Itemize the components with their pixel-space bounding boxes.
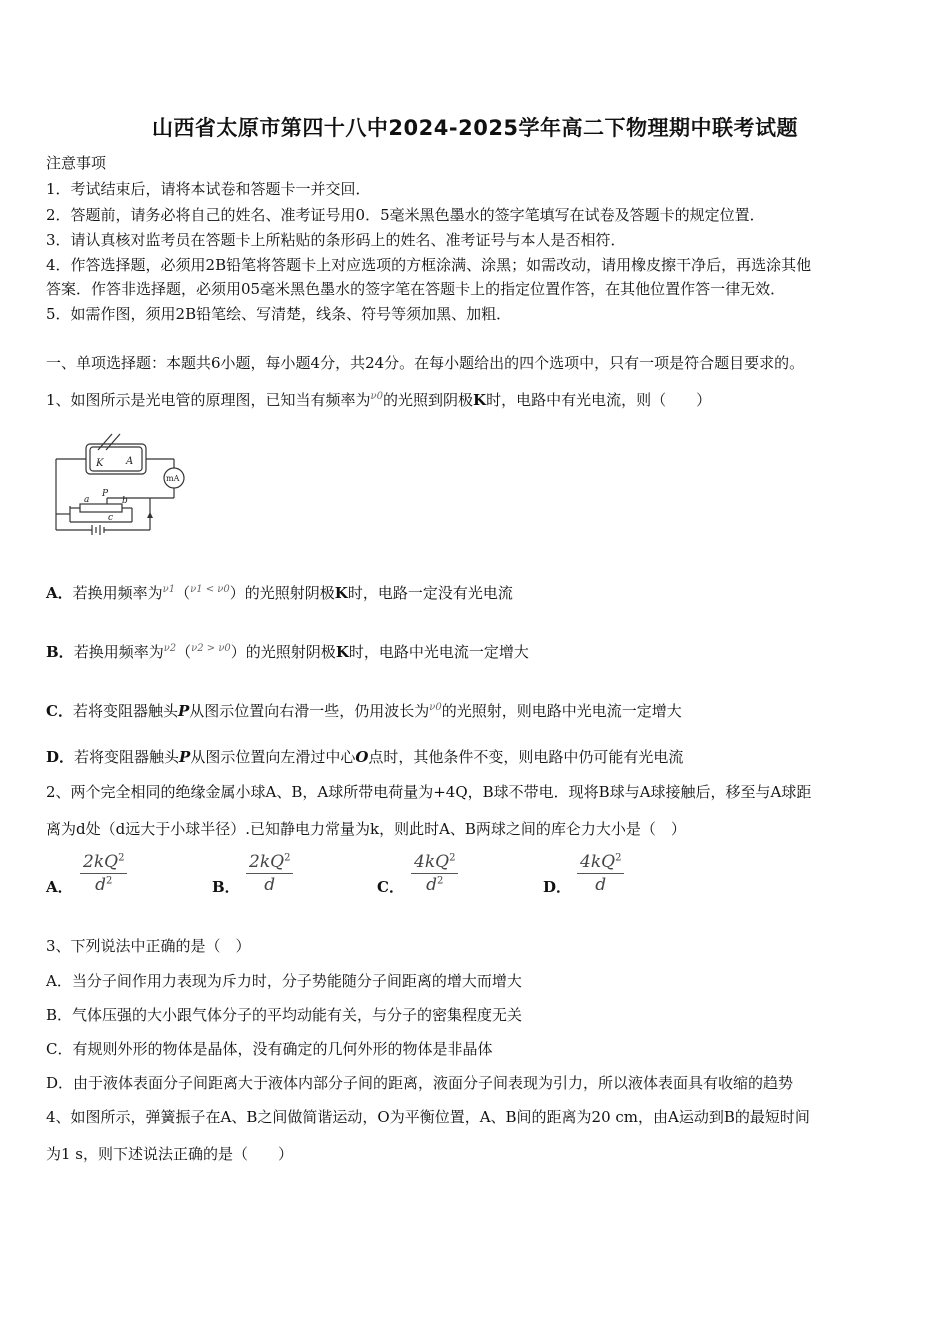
label-K: K xyxy=(96,458,104,469)
question-4-stem-line1: 4、如图所示，弹簧振子在A、B之间做简谐运动，O为平衡位置，A、B间的距离为20 cm，由A运动到B的最短时间 xyxy=(46,1108,810,1126)
question-1-stem: 1、如图所示是光电管的原理图，已知当有频率为$^{\nu 0}$的光照到阴极K时，电路中有光电流，则（ ） xyxy=(46,391,712,409)
label-c: c xyxy=(108,513,114,523)
notice-item: 4．作答选择题，必须用2B铅笔将答题卡上对应选项的方框涂满、涂黑；如需改动，请用橡皮擦干净后，再选涂其他 xyxy=(46,256,812,274)
question-3-option-c: C．有规则外形的物体是晶体，没有确定的几何外形的物体是非晶体 xyxy=(46,1040,493,1058)
question-4-stem-line2: 为1 s，则下述说法正确的是（ ） xyxy=(46,1145,294,1163)
notice-heading: 注意事项 xyxy=(46,154,107,172)
label-a: a xyxy=(84,495,90,505)
notice-item: 5．如需作图，须用2B铅笔绘、写清楚，线条、符号等须加黑、加粗． xyxy=(46,305,512,323)
label-b: b xyxy=(122,496,128,506)
notice-item: 2．答题前，请务必将自己的姓名、准考证号用0．5毫米黑色墨水的签字笔填写在试卷及答题卡的规定位置． xyxy=(46,206,765,224)
question-1-option-c: C．若将变阻器触头P从图示位置向右滑一些，仍用波长为$^{\nu 0}$的光照射，则电路中光电流一定增大 xyxy=(46,702,682,720)
question-1-option-d: D．若将变阻器触头P从图示位置向左滑过中心O点时，其他条件不变，则电路中仍可能有光电流 xyxy=(46,748,684,766)
label-A: A xyxy=(126,456,134,467)
page-title: 山西省太原市第四十八中2024-2025学年高二下物理期中联考试题 xyxy=(151,116,799,140)
question-3-option-d: D．由于液体表面分子间距离大于液体内部分子间的距离，液面分子间表现为引力，所以液体表面具有收缩的趋势 xyxy=(46,1074,794,1092)
phototube-circuit-diagram xyxy=(52,430,192,542)
question-3-option-a: A．当分子间作用力表现为斥力时，分子势能随分子间距离的增大而增大 xyxy=(46,972,522,990)
question-1-option-a: A．若换用频率为$^{\nu 1}$（$^{\nu 1 < \nu 0}$）的光照射阴极K时，电路一定没有光电流 xyxy=(46,584,513,602)
section-heading: 一、单项选择题：本题共6小题，每小题4分，共24分。在每小题给出的四个选项中，只有一项是符合题目要求的。 xyxy=(46,354,805,372)
question-3-stem: 3、下列说法中正确的是（ ） xyxy=(46,937,251,955)
notice-item: 答案．作答非选择题，必须用05毫米黑色墨水的签字笔在答题卡上的指定位置作答，在其他位置作答一律无效． xyxy=(46,280,786,298)
label-P: P xyxy=(102,489,109,499)
notice-item: 1．考试结束后，请将本试卷和答题卡一并交回． xyxy=(46,180,371,198)
question-2-stem-line2: 离为d处（d远大于小球半径）.已知静电力常量为k，则此时A、B两球之间的库仑力大小是（ ） xyxy=(46,820,686,838)
question-2-stem-line1: 2、两个完全相同的绝缘金属小球A、B，A球所带电荷量为+4Q，B球不带电．现将B球与A球接触后，移至与A球距 xyxy=(46,783,812,801)
notice-item: 3．请认真核对监考员在答题卡上所粘贴的条形码上的姓名、准考证号与本人是否相符． xyxy=(46,231,626,249)
question-1-option-b: B．若换用频率为$^{\nu 2}$（$^{\nu 2 > \nu 0}$）的光照射阴极K时，电路中光电流一定增大 xyxy=(46,643,529,661)
question-3-option-b: B．气体压强的大小跟气体分子的平均动能有关，与分子的密集程度无关 xyxy=(46,1006,523,1024)
ammeter-label: mA xyxy=(166,474,180,483)
question-2-options: A． $\frac{2kQ^2}{d^2}$ B． $\frac{2kQ^2}{d}$ C． $\frac{4kQ^2}{d^2}$ D． $\frac{4kQ^2}{d}$ xyxy=(46,852,746,904)
